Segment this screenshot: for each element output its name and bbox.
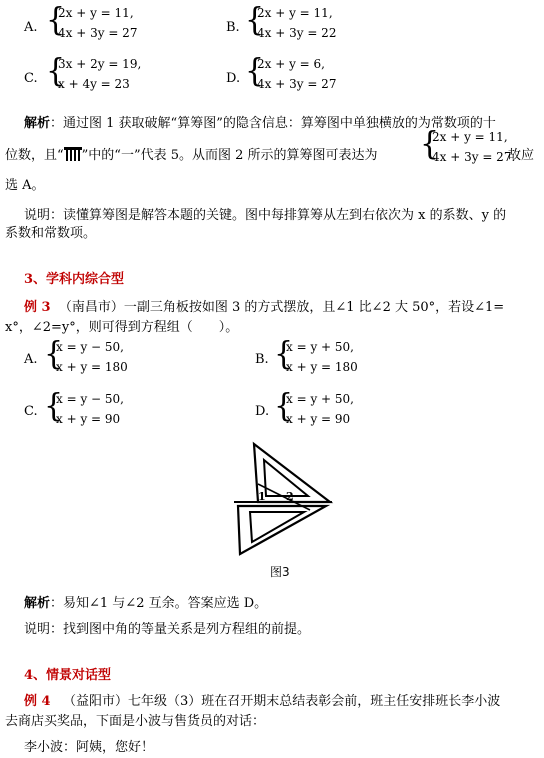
brace-icon: { <box>274 336 294 373</box>
brace-icon: { <box>46 2 66 39</box>
example-text: （南昌市）一副三角板按如图 3 的方式摆放，且∠1 比∠2 大 50°，若设∠1= <box>58 300 505 315</box>
equation-line: x = y − 50, <box>56 340 124 354</box>
brace-icon: { <box>44 336 64 373</box>
equation-line: x = y + 50, <box>286 340 354 354</box>
equation-line: 2x + y = 11, <box>432 130 508 144</box>
analysis-text: ：易知∠1 与∠2 互余。答案应选 D。 <box>50 596 268 611</box>
option-label: C. <box>24 71 38 86</box>
option-label: A. <box>24 352 38 367</box>
example-head: 例 4 <box>24 694 51 709</box>
triangle-rulers-figure <box>228 440 338 560</box>
analysis-text: ”中的“一”代表 5。从而图 2 所示的算筹图可表达为 <box>81 148 378 163</box>
analysis-text: 故应 <box>508 148 535 163</box>
equation-line: x + y = 180 <box>56 360 128 374</box>
note-line: 说明：找到图中角的等量关系是列方程组的前提。 <box>24 622 311 637</box>
angle-1-label: 1 <box>258 490 266 503</box>
equation-line: x + y = 90 <box>56 412 121 426</box>
brace-icon: { <box>274 388 294 425</box>
option-label: D. <box>226 71 241 86</box>
equation-line: 4x + 3y = 27. <box>432 150 516 164</box>
note-line: 系数和常数项。 <box>5 226 97 241</box>
equation-line: x = y + 50, <box>286 392 354 406</box>
analysis-line <box>5 144 378 163</box>
equation-line: 2x + y = 11, <box>257 6 333 20</box>
equation-line: 2x + y = 11, <box>58 6 134 20</box>
note-line: 说明：读懂算筹图是解答本题的关键。图中每排算筹从左到右依次为 x 的系数、y 的 <box>24 208 507 223</box>
equation-line: 4x + 3y = 22 <box>257 26 337 40</box>
analysis-text: ：通过图 1 获取破解“算筹图”的隐含信息：算筹图中单独横放的为常数项的十 <box>50 116 496 131</box>
equation-line: x + y = 90 <box>286 412 351 426</box>
equation-line: x + 4y = 23 <box>58 77 130 91</box>
example-line <box>24 690 500 709</box>
analysis-text: 位数，且“ <box>5 148 64 163</box>
brace-icon: { <box>44 388 64 425</box>
equation-line: x + y = 180 <box>286 360 358 374</box>
section-heading: 4、情景对话型 <box>24 668 112 683</box>
dialog-line: 李小波：阿姨，您好！ <box>24 740 155 755</box>
angle-2-label: 2 <box>286 490 294 503</box>
option-label: A. <box>24 20 38 35</box>
brace-icon: { <box>420 126 440 163</box>
analysis-text: 选 A。 <box>5 178 45 193</box>
analysis-head: 解析 <box>24 596 51 611</box>
equation-line: 4x + 3y = 27 <box>257 77 337 91</box>
analysis-head: 解析 <box>24 116 51 131</box>
example-head: 例 3 <box>24 300 51 315</box>
counting-rod-icon <box>64 146 82 162</box>
option-label: B. <box>226 20 240 35</box>
equation-line: 2x + y = 6, <box>257 57 325 71</box>
analysis-line <box>24 592 267 611</box>
brace-icon: { <box>46 53 66 90</box>
example-line <box>24 296 504 315</box>
example-text: x°，∠2=y°，则可得到方程组（ ）。 <box>5 320 239 335</box>
brace-icon: { <box>245 2 265 39</box>
equation-line: 3x + 2y = 19, <box>58 57 142 71</box>
example-text: 去商店买奖品，下面是小波与售货员的对话： <box>5 714 266 729</box>
figure-caption: 图3 <box>270 565 290 579</box>
option-label: C. <box>24 404 38 419</box>
equation-line: x = y − 50, <box>56 392 124 406</box>
option-label: D. <box>255 404 270 419</box>
equation-line: 4x + 3y = 27 <box>58 26 138 40</box>
brace-icon: { <box>245 53 265 90</box>
example-text: （益阳市）七年级（3）班在召开期末总结表彰会前，班主任安排班长李小波 <box>62 694 501 709</box>
option-label: B. <box>255 352 269 367</box>
section-heading: 3、学科内综合型 <box>24 272 125 287</box>
